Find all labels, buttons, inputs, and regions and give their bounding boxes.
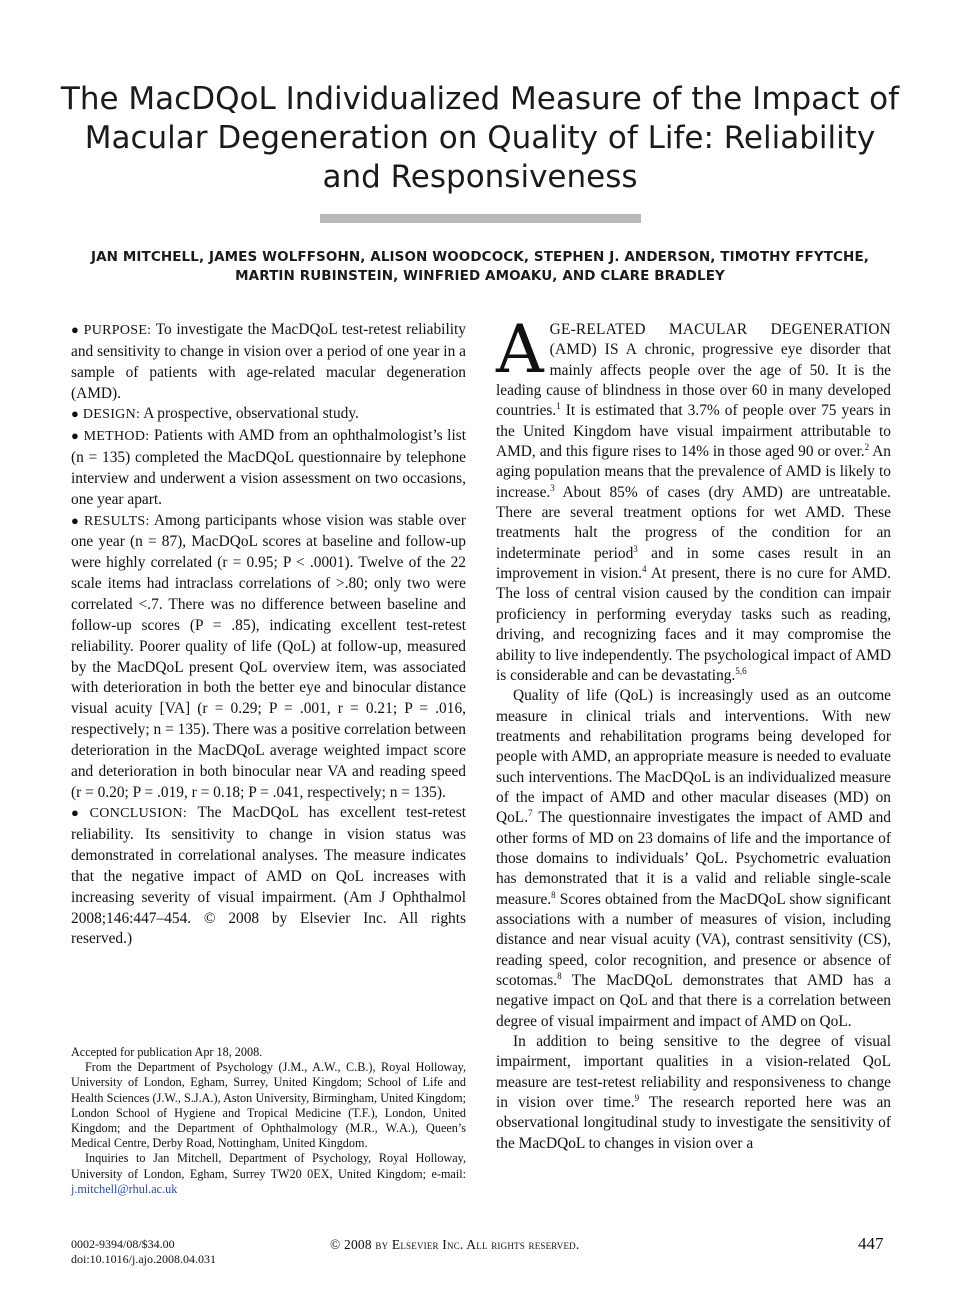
text: An aging population means that the prevalence of AMD is likely to increase. (496, 443, 892, 501)
article-footnotes (71, 1045, 466, 1197)
text: chronic, progressive eye disorder that mainly affects people over the age of 50. It is the leading cause of blindness in those over 60 in many developed countries. (496, 341, 891, 420)
citation-ref[interactable]: 4 (642, 564, 647, 574)
email-link[interactable]: j.mitchell@rhul.ac.uk (71, 1181, 178, 1196)
abstract-text: Patients with AMD from an ophthalmologist’s list (n = 135) completed the MacDQoL questionnaire by telephone interview and underwent a vision assessment on two occasions, one year apart. (71, 427, 466, 508)
abstract-heading: METHOD: (83, 429, 150, 445)
title-divider (320, 214, 641, 223)
text: At present, there is no cure for AMD. The loss of central vision caused by the condition can impair proficiency in performing everyday tasks such as reading, driving, and recognizing faces and it may compromise the ability to live independently. The psychological impact of AMD is considerable and can be devastating. (496, 565, 891, 684)
citation-ref[interactable]: 8 (551, 889, 556, 900)
page-number: 447 (858, 1234, 884, 1253)
issn: 0002-9394/08/$34.00 (71, 1237, 175, 1251)
body-paragraph-3 (496, 1032, 891, 1154)
abstract-text: Among participants whose vision was stable over one year (n = 87), MacDQoL scores at baseline and follow-up were highly correlated (r = 0.95; P < .0001). Twelve of the 22 scale items had intraclass correlations of >.80; only two were correlated <.7. There was no difference between baseline and follow-up scores (P = .85), indicating excellent test-retest reliability. Poorer quality of life (QoL) at follow-up, measured by the MacDQoL present QoL overview item, was associated with deterioration in both the better eye and binocular distance visual acuity [VA] (r = 0.29; P = .001, r = 0.21; P = .016, respectively; n = 135). There was a positive correlation between deterioration in the MacDQoL average weighted impact score and deterioration in both binocular near VA and reading speed (r = 0.20; P = .019, r = 0.18; P = .041, respectively; n = 135). (71, 511, 466, 801)
bullet-icon: ● (71, 406, 79, 422)
citation-ref[interactable]: 3 (633, 543, 638, 554)
citation-ref[interactable]: 2 (864, 441, 870, 452)
bullet-icon: ● (71, 805, 86, 821)
lead-in: GE-RELATED MACULAR DEGENERATION (AMD) IS A (549, 321, 891, 359)
abstract-text: To investigate the MacDQoL test-retest reliability and sensitivity to change in vision over a period of one year in a sample of patients with age-related macular degeneration (AMD). (71, 321, 466, 402)
text: The MacDQoL demonstrates that AMD has a negative impact on QoL and that there is a correlation between degree of visual impairment and impact of AMD on QoL. (496, 972, 891, 1030)
text: About 85% of cases (dry AMD) are untreatable. There are several treatment options for wet AMD. These treatments halt the progress of the condition for an indeterminate period (496, 483, 891, 562)
citation-ref[interactable]: 5,6 (735, 665, 747, 676)
abstract-method (71, 426, 466, 510)
abstract-text: The MacDQoL has excellent test-retest reliability. Its sensitivity to change in vision status was demonstrated in correlational analyses. The measure indicates that the negative impact of AMD on QoL increases with increasing severity of visual impairment. (Am J Ophthalmol 2008;146:447–454. © 2008 by Elsevier Inc. All rights reserved.) (71, 804, 466, 948)
doi: doi:10.1016/j.ajo.2008.04.031 (71, 1252, 216, 1266)
abstract-heading: PURPOSE: (83, 323, 152, 338)
accepted-date: Accepted for publication Apr 18, 2008. (71, 1045, 263, 1059)
text: The research reported here was an observational longitudinal study to investigate the sensitivity of the MacDQoL to changes in vision over a (496, 1094, 891, 1152)
abstract-heading: DESIGN: (82, 407, 141, 423)
text: Scores obtained from the MacDQoL show significant associations with a number of measures of vision, including distance and near visual acuity (VA), contrast sensitivity (CS), reading speed, color recognition, and presence or absence of scotomas. (496, 890, 891, 989)
abstract-text: A prospective, observational study. (143, 405, 359, 423)
text: It is estimated that 3.7% of people over 75 years in the United Kingdom have visual impairment attributable to AMD, and this figure rises to 14% in those aged 90 or over. (496, 402, 891, 461)
abstract-design (71, 404, 466, 426)
body-text (496, 311, 892, 1154)
text: The questionnaire investigates the impact of AMD and other forms of MD on 23 domains of life and the importance of those domains to individuals’ QoL. Psychometric evaluation has demonstrated that it is a valid and reliable single-scale measure. (496, 809, 891, 908)
author-list: JAN MITCHELL, JAMES WOLFFSOHN, ALISON WOODCOCK, STEPHEN J. ANDERSON, TIMOTHY FFYTCHE, MARTIN RUBINSTEIN, WINFRIED AMOAKU, AND CLARE BRADLEY (90, 249, 869, 284)
abstract-conclusion (71, 803, 466, 950)
bullet-icon: ● (71, 322, 80, 337)
abstract-heading: CONCLUSION: (89, 806, 188, 822)
affiliations: From the Department of Psychology (J.M., A.W., C.B.), Royal Holloway, University of London, Egham, Surrey, United Kingdom; School of Life and Health Sciences (J.W., S.J.A.), Aston University, Birmingham, United Kingdom; London School of Hygiene and Tropical Medicine (T.F.), London, United Kingdom; and the Department of Ophthalmology (M.R., W.A.), Queen’s Medical Centre, Derby Road, Nottingham, United Kingdom. (71, 1060, 466, 1151)
inquiries-text: Inquiries to Jan Mitchell, Department of Psychology, Royal Holloway, University of London, Egham, Surrey TW20 0EX, United Kingdom; e-mail: (71, 1151, 466, 1181)
citation-ref[interactable]: 9 (634, 1092, 640, 1103)
abstract-results (71, 511, 466, 804)
drop-cap: A (496, 311, 544, 388)
citation-ref[interactable]: 3 (550, 482, 555, 493)
body-paragraph-2 (496, 686, 891, 1032)
abstract (71, 320, 466, 950)
citation-ref[interactable]: 8 (557, 970, 562, 981)
text: In addition to being sensitive to the degree of visual impairment, important qualities in a vision-related QoL measure are test-retest reliability and responsiveness to change in vision over time. (496, 1033, 891, 1112)
body-paragraph-1 (496, 311, 892, 686)
citation-ref[interactable]: 7 (528, 808, 533, 819)
article-title: The MacDQoL Individualized Measure of the Impact of Macular Degeneration on Quality of Life: Reliability and Responsiveness (60, 81, 900, 195)
abstract-purpose (71, 320, 466, 404)
text: Quality of life (QoL) is increasingly used as an outcome measure in clinical trials and interventions. With new treatments and rehabilitation programs being developed for people with AMD, an appropriate measure is needed to evaluate such interventions. The MacDQoL is an individualized measure of the impact of AMD and other macular diseases (MD) on QoL. (496, 687, 891, 827)
footer-identifiers (71, 1237, 216, 1267)
bullet-icon: ● (71, 512, 81, 528)
bullet-icon: ● (71, 428, 80, 444)
citation-ref[interactable]: 1 (556, 401, 561, 412)
text: and in some cases result in an improvement in vision. (496, 544, 892, 583)
footer-copyright: © 2008 by Elsevier Inc. All rights reserved. (330, 1237, 580, 1252)
abstract-heading: RESULTS: (84, 513, 150, 529)
inquiries (71, 1151, 466, 1197)
